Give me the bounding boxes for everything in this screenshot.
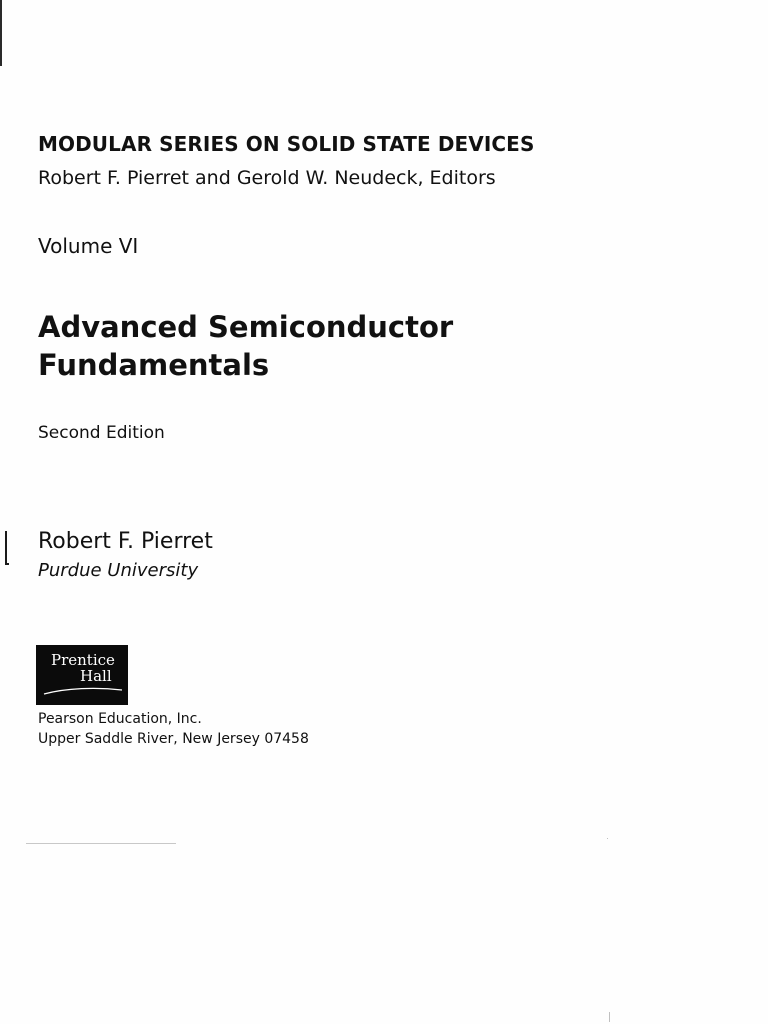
scan-artifact-line xyxy=(26,843,176,844)
series-editors: Robert F. Pierret and Gerold W. Neudeck, Editors xyxy=(38,167,496,189)
scan-artifact-dot xyxy=(609,1012,610,1022)
book-title xyxy=(38,308,453,384)
scan-edge-mark xyxy=(0,0,2,66)
volume-number: Volume VI xyxy=(38,234,139,258)
publisher-address: Upper Saddle River, New Jersey 07458 xyxy=(38,731,309,747)
book-title-line2: Fundamentals xyxy=(38,348,270,382)
logo-text-line2: Hall xyxy=(80,667,112,685)
publisher-logo xyxy=(36,645,128,705)
edition: Second Edition xyxy=(38,423,165,443)
logo-text-line1: Prentice xyxy=(51,651,115,669)
author-affiliation: Purdue University xyxy=(38,560,199,581)
series-title: MODULAR SERIES ON SOLID STATE DEVICES xyxy=(38,132,535,156)
scan-artifact-dot xyxy=(607,838,608,839)
book-title-line1: Advanced Semiconductor xyxy=(38,310,454,344)
author-name: Robert F. Pierret xyxy=(38,529,213,554)
publisher-name: Pearson Education, Inc. xyxy=(38,711,202,727)
logo-swoosh-icon xyxy=(36,681,128,701)
scan-bracket-mark xyxy=(5,531,9,565)
